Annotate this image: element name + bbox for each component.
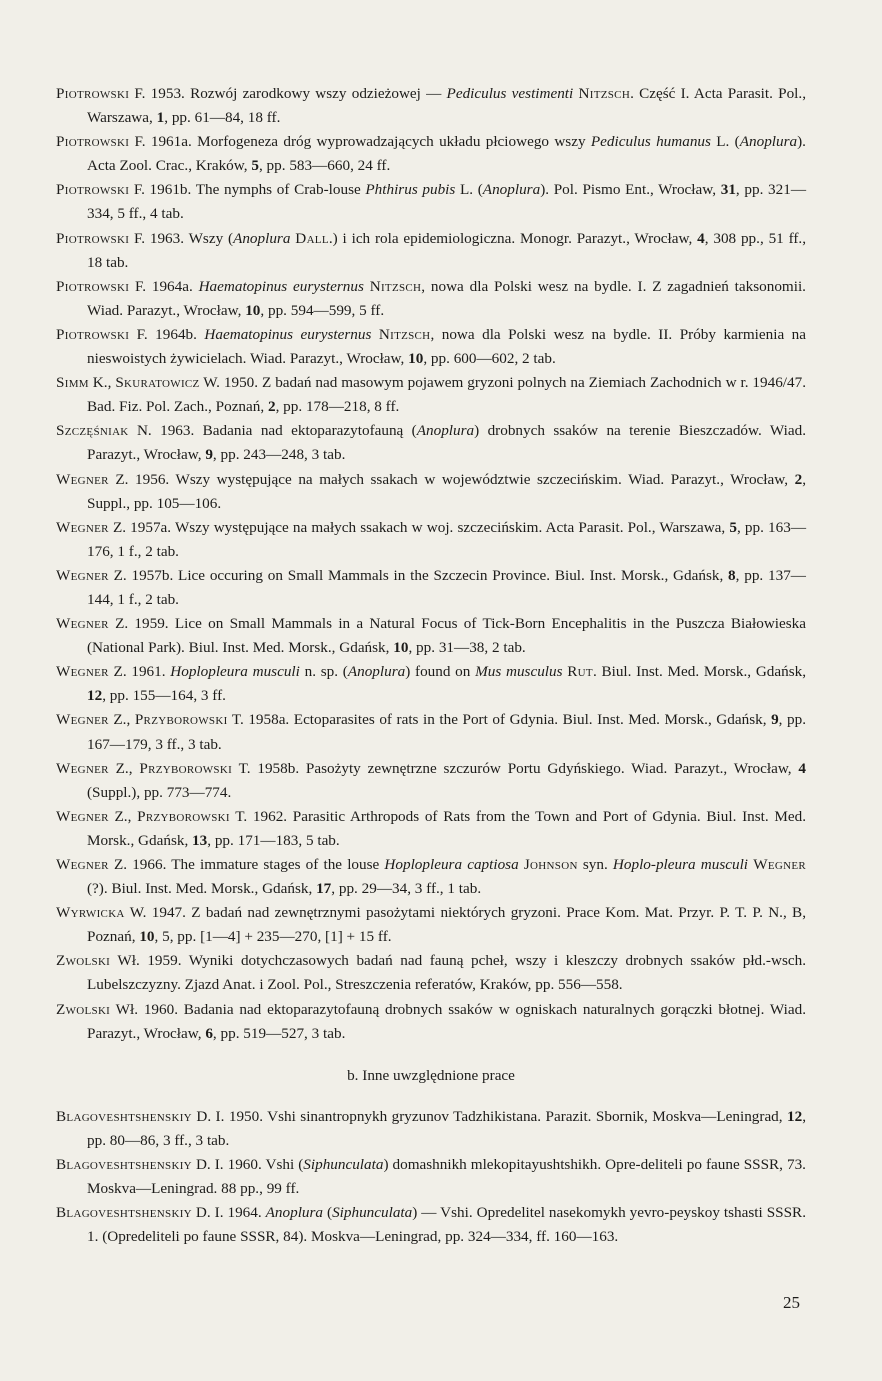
- reference-author: Johnson: [523, 856, 578, 873]
- reference-text: F. 1953. Rozwój zarodkowy wszy odzieżowej —: [129, 85, 447, 102]
- reference-text: Anoplura: [739, 133, 798, 151]
- reference-text: , pp. 163—176, 1 f., 2 tab.: [87, 518, 807, 560]
- reference-text: 4: [697, 229, 705, 247]
- reference-text: Hoplopleura musculi: [170, 663, 300, 681]
- reference-author: Wegner: [56, 566, 109, 584]
- reference-entry: [56, 1105, 806, 1153]
- reference-text: D. I. 1950. Vshi sinantropnykh gryzunov Tadzhikistana. Parazit. Sbornik, Moskva—Leningrad,: [191, 1107, 788, 1125]
- reference-entry: [56, 853, 806, 901]
- reference-text: , pp. 155—164, 3 ff.: [102, 687, 226, 705]
- reference-text: .) i ich rola epidemiologiczna. Monogr. Parazyt., Wrocław,: [328, 229, 698, 247]
- reference-text: Z.,: [108, 759, 140, 777]
- reference-text: Z. 1957b. Lice occuring on Small Mammals in the Szczecin Province. Biul. Inst. Morsk., Gdańsk,: [108, 566, 729, 584]
- reference-text: Anoplura: [482, 181, 541, 199]
- reference-text: 17: [316, 880, 332, 898]
- reference-text: 9: [205, 446, 213, 464]
- reference-text: , pp. 243—248, 3 tab.: [212, 446, 346, 464]
- reference-text: , pp. 178—218, 8 ff.: [275, 398, 400, 416]
- reference-author: Przyborowski: [139, 759, 233, 777]
- reference-author: Wegner: [56, 807, 109, 825]
- reference-text: Z. 1961.: [108, 663, 171, 681]
- reference-text: Siphunculata: [303, 1156, 384, 1174]
- reference-text: Z.,: [108, 711, 135, 729]
- reference-text: 12: [87, 687, 103, 705]
- reference-text: 13: [192, 831, 208, 849]
- reference-text: 2: [794, 470, 803, 488]
- reference-entry: [56, 468, 806, 516]
- reference-text: Hoplopleura captiosa: [384, 856, 519, 873]
- reference-author: Piotrowski: [56, 85, 130, 102]
- reference-text: Siphunculata: [332, 1204, 413, 1222]
- reference-text: F. 1964a.: [129, 277, 199, 295]
- reference-text: 10: [393, 639, 409, 657]
- reference-text: W. 1947. Z badań nad zewnętrznymi pasożytami niektórych gryzoni. Prace Kom. Mat. Przyr. P. T. P. N., B, Poznań,: [87, 904, 806, 946]
- reference-text: 10: [139, 928, 155, 946]
- reference-text: , pp. 31—38, 2 tab.: [408, 639, 526, 657]
- reference-text: Pediculus humanus: [590, 133, 711, 151]
- reference-text: 9: [771, 711, 779, 729]
- reference-text: , nowa dla Polski wesz na bydle. I. Z zagadnień taksonomii. Wiad. Parazyt., Wrocław,: [87, 277, 806, 319]
- reference-entry: [56, 227, 806, 275]
- reference-text: Anoplura: [265, 1204, 324, 1222]
- reference-text: , pp. 583—660, 24 ff.: [258, 157, 391, 175]
- reference-author: Dall: [295, 229, 329, 247]
- reference-text: Hoplo-pleura musculi: [612, 856, 749, 873]
- reference-text: 12: [787, 1107, 803, 1125]
- reference-text: ). Pol. Pismo Ent., Wrocław,: [540, 181, 721, 199]
- reference-text: 10: [245, 301, 261, 319]
- reference-entry: [56, 1153, 806, 1201]
- reference-text: ). Acta Zool. Crac., Kraków,: [87, 133, 806, 175]
- reference-text: ) found on: [405, 663, 476, 681]
- reference-text: , pp. 29—34, 3 ff., 1 tab.: [331, 880, 482, 898]
- reference-author: Piotrowski: [56, 133, 130, 151]
- reference-author: Blagoveshtshenskiy: [56, 1107, 192, 1125]
- reference-entry: [56, 998, 806, 1046]
- reference-author: Nitzsch: [578, 85, 631, 102]
- reference-author: Wegner: [753, 856, 806, 873]
- reference-entry: [56, 805, 806, 853]
- reference-entry: [56, 901, 806, 949]
- reference-text: Phthirus pubis: [365, 181, 456, 199]
- reference-text: (Suppl.), pp. 773—774.: [87, 783, 232, 801]
- reference-text: , pp. 167—179, 3 ff., 3 tab.: [87, 711, 806, 753]
- reference-text: , pp. 321—334, 5 ff., 4 tab.: [87, 181, 806, 223]
- reference-author: Piotrowski: [56, 325, 130, 343]
- reference-text: (: [323, 1204, 333, 1222]
- reference-text: T. 1958a. Ectoparasites of rats in the Port of Gdynia. Biul. Inst. Med. Morsk., Gdańsk,: [227, 711, 772, 729]
- reference-text: T. 1962. Parasitic Arthropods of Rats from the Town and Port of Gdynia. Biul. Inst. Med. Morsk., Gdańsk,: [87, 807, 807, 849]
- reference-text: F. 1963. Wszy (: [129, 229, 234, 247]
- reference-text: D. I. 1960. Vshi (: [191, 1156, 304, 1174]
- reference-author: Skuratowicz: [115, 374, 200, 392]
- reference-author: Piotrowski: [56, 181, 130, 199]
- reference-text: Z. 1957a. Wszy występujące na małych ssakach w woj. szczecińskim. Acta Parasit. Pol., Warszawa,: [108, 518, 730, 536]
- page-number: 25: [783, 1293, 800, 1312]
- reference-text: n. sp. (: [299, 663, 348, 681]
- reference-text: Z. 1956. Wszy występujące na małych ssakach w województwie szczecińskim. Wiad. Parazyt., Wrocław,: [108, 470, 795, 488]
- reference-text: , pp. 600—602, 2 tab.: [423, 350, 556, 368]
- reference-text: . Część I. Acta Parasit. Pol., Warszawa,: [87, 85, 806, 127]
- reference-author: Piotrowski: [56, 277, 130, 295]
- reference-author: Nitzsch: [378, 325, 431, 343]
- reference-text: 2: [267, 398, 276, 416]
- reference-author: Simm: [56, 374, 89, 392]
- reference-text: 10: [408, 350, 424, 368]
- reference-author: Wyrwicka: [56, 904, 125, 922]
- reference-text: , 308 pp., 51 ff., 18 tab.: [87, 229, 807, 271]
- reference-text: , pp. 171—183, 5 tab.: [207, 831, 340, 849]
- reference-text: Anoplura: [347, 663, 406, 681]
- reference-text: F. 1964b.: [129, 325, 205, 343]
- reference-entry: [56, 178, 806, 226]
- reference-text: W. 1950. Z badań nad masowym pojawem gryzoni polnych na Ziemiach Zachodnich w r. 1946/47. Bad. Fiz. Pol. Zach., Poznań,: [87, 374, 807, 416]
- reference-author: Przyborowski: [134, 711, 228, 729]
- reference-text: ) — Vshi. Opredelitel nasekomykh yevro-peyskoy tshasti SSSR. 1. (Opredeliteli po faune SSSR, 84). Moskva—Leningrad, pp. 324—334, ff. 160—163.: [87, 1204, 806, 1246]
- reference-text: D. I. 1964.: [191, 1204, 266, 1222]
- reference-text: F. 1961b. The nymphs of Crab-louse: [129, 181, 366, 199]
- reference-text: F. 1961a. Morfogeneza dróg wyprowadzających układu płciowego wszy: [129, 133, 591, 151]
- reference-entry: [56, 708, 806, 756]
- reference-text: 6: [205, 1024, 213, 1042]
- reference-entry: [56, 82, 806, 130]
- reference-author: Wegner: [56, 856, 109, 873]
- reference-text: , Suppl., pp. 105—106.: [87, 470, 806, 512]
- reference-author: Wegner: [56, 711, 109, 729]
- reference-entry: [56, 660, 806, 708]
- reference-text: Mus musculus: [475, 663, 563, 681]
- reference-text: . Biul. Inst. Med. Morsk., Gdańsk,: [592, 663, 807, 681]
- reference-author: Blagoveshtshenskiy: [56, 1156, 192, 1174]
- reference-entry: [56, 275, 806, 323]
- reference-text: 31: [720, 181, 736, 199]
- reference-text: ) drobnych ssaków na terenie Bieszczadów. Wiad. Parazyt., Wrocław,: [87, 422, 806, 464]
- reference-text: ) domashnikh mlekopitayushtshikh. Opre-deliteli po faune SSSR, 73. Moskva—Leningrad. 88 pp., 99 ff.: [87, 1156, 806, 1198]
- reference-text: Z. 1959. Lice on Small Mammals in a Natural Focus of Tick-Born Encephalitis in the Puszcza Białowieska (National Park). Biul. Inst. Med. Morsk., Gdańsk,: [87, 615, 806, 657]
- reference-entry: [56, 949, 806, 997]
- reference-author: Zwolski: [56, 1000, 111, 1018]
- reference-text: 5: [729, 518, 737, 536]
- reference-text: K.,: [88, 374, 116, 392]
- reference-list-b: [56, 1105, 806, 1250]
- reference-text: Haematopinus eurysternus: [198, 277, 364, 295]
- reference-text: T. 1958b. Pasożyty zewnętrzne szczurów Portu Gdyńskiego. Wiad. Parazyt., Wrocław,: [232, 759, 799, 777]
- reference-author: Nitzsch: [369, 277, 422, 295]
- reference-entry: [56, 371, 806, 419]
- bibliography: [56, 82, 806, 1249]
- reference-author: Wegner: [56, 470, 109, 488]
- reference-text: , pp. 137—144, 1 f., 2 tab.: [87, 566, 806, 608]
- reference-author: Wegner: [56, 518, 109, 536]
- reference-text: Pediculus vestimenti: [446, 85, 574, 102]
- reference-author: Wegner: [56, 759, 109, 777]
- reference-text: , 5, pp. [1—4] + 235—270, [1] + 15 ff.: [154, 928, 392, 946]
- reference-text: Haematopinus eurysternus: [204, 325, 372, 343]
- reference-entry: [56, 612, 806, 660]
- reference-author: Szczęśniak: [56, 422, 129, 440]
- reference-text: 8: [728, 566, 736, 584]
- reference-text: 1: [156, 109, 165, 127]
- reference-text: Z.,: [108, 807, 138, 825]
- reference-text: Wł. 1960. Badania nad ektoparazytofauną drobnych ssaków w ogniskach naturalnych gorączki błotnej. Wiad. Parazyt., Wrocław,: [87, 1000, 806, 1042]
- reference-text: , pp. 61—84, 18 ff.: [164, 109, 281, 127]
- reference-text: , pp. 519—527, 3 tab.: [212, 1024, 346, 1042]
- reference-entry: [56, 564, 806, 612]
- reference-author: Zwolski: [56, 952, 111, 970]
- reference-text: L. (: [455, 181, 483, 199]
- reference-entry: [56, 323, 806, 371]
- reference-text: , pp. 80—86, 3 ff., 3 tab.: [87, 1107, 806, 1149]
- reference-author: Wegner: [56, 615, 109, 633]
- reference-author: Piotrowski: [56, 229, 130, 247]
- reference-text: L. (: [710, 133, 740, 151]
- reference-entry: [56, 130, 806, 178]
- reference-text: [371, 326, 378, 343]
- reference-text: 5: [251, 157, 259, 175]
- reference-entry: [56, 757, 806, 805]
- reference-text: , pp. 594—599, 5 ff.: [260, 301, 385, 319]
- reference-text: (?). Biul. Inst. Med. Morsk., Gdańsk,: [87, 880, 317, 898]
- reference-list-a: [56, 82, 806, 1046]
- reference-entry: [56, 419, 806, 467]
- section-heading: b. Inne uwzględnione prace: [347, 1066, 515, 1084]
- reference-author: Przyborowski: [137, 807, 230, 825]
- reference-text: Z. 1966. The immature stages of the louse: [108, 856, 385, 873]
- reference-entry: [56, 1201, 806, 1249]
- reference-entry: [56, 516, 806, 564]
- reference-text: Wł. 1959. Wyniki dotychczasowych badań nad fauną pcheł, wszy i kleszczy drobnych ssaków płd.-wsch. Lubelszczyzny. Zjazd Anat. i Zool. Pol., Streszczenia referatów, Kraków, pp. 556—558.: [87, 952, 806, 994]
- reference-author: Blagoveshtshenskiy: [56, 1204, 192, 1222]
- reference-text: Anoplura: [233, 229, 291, 247]
- reference-author: Rut: [567, 663, 593, 681]
- reference-text: 4: [798, 759, 807, 777]
- reference-text: syn.: [577, 856, 613, 873]
- reference-text: , nowa dla Polski wesz na bydle. II. Próby karmienia na nieswoistych żywicielach. Wiad. Parazyt., Wrocław,: [87, 325, 806, 368]
- reference-text: N. 1963. Badania nad ektoparazytofauną (: [128, 422, 417, 440]
- reference-text: Anoplura: [416, 422, 475, 440]
- reference-author: Wegner: [56, 663, 109, 681]
